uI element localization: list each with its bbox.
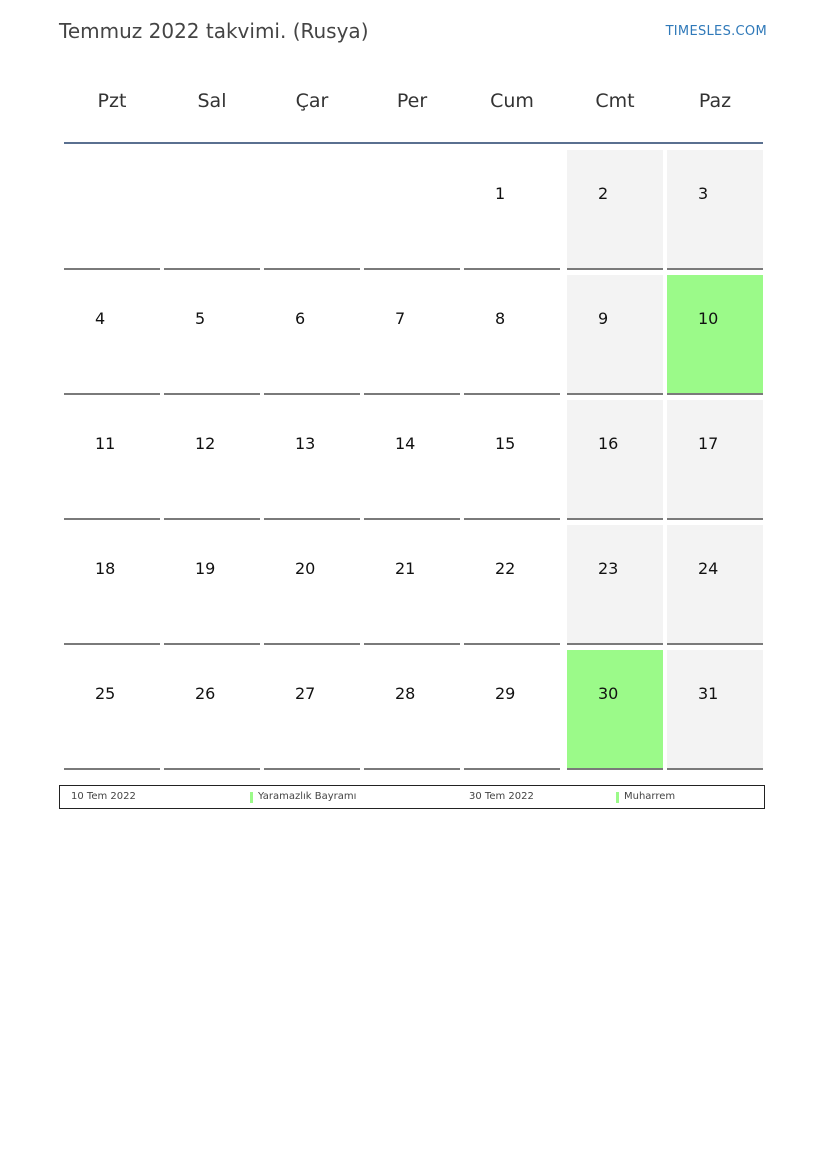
- day-number: 10: [698, 309, 719, 328]
- day-number: 15: [495, 434, 516, 453]
- site-link[interactable]: TIMESLES.COM: [665, 24, 767, 39]
- day-cell: [667, 275, 763, 395]
- day-cell: [164, 525, 260, 645]
- day-number: 11: [95, 434, 116, 453]
- day-cell: [464, 150, 560, 270]
- day-cell: [364, 650, 460, 770]
- day-cell: [464, 400, 560, 520]
- day-number: 30: [598, 684, 619, 703]
- day-cell: [667, 150, 763, 270]
- day-number: 31: [698, 684, 719, 703]
- day-cell: [264, 525, 360, 645]
- day-cell: [364, 400, 460, 520]
- day-number: 14: [395, 434, 416, 453]
- legend-date-2: 30 Tem 2022: [469, 791, 534, 802]
- weekday-fri: Cum: [490, 90, 534, 112]
- empty-day-cell: [264, 150, 360, 270]
- day-number: 20: [295, 559, 316, 578]
- day-cell: [164, 400, 260, 520]
- day-number: 17: [698, 434, 719, 453]
- legend-marker-1: [250, 792, 253, 803]
- day-number: 25: [95, 684, 116, 703]
- weekday-sat: Cmt: [595, 90, 635, 112]
- day-number: 29: [495, 684, 516, 703]
- day-number: 22: [495, 559, 516, 578]
- day-cell: [567, 400, 663, 520]
- day-number: 5: [195, 309, 206, 328]
- day-cell: [264, 275, 360, 395]
- day-number: 1: [495, 184, 506, 203]
- day-number: 7: [395, 309, 406, 328]
- day-number: 27: [295, 684, 316, 703]
- empty-day-cell: [64, 150, 160, 270]
- day-number: 12: [195, 434, 216, 453]
- day-number: 4: [95, 309, 106, 328]
- day-cell: [364, 275, 460, 395]
- day-number: 24: [698, 559, 719, 578]
- day-cell: [667, 400, 763, 520]
- day-cell: [464, 525, 560, 645]
- weekday-thu: Per: [396, 90, 428, 112]
- legend-holiday-2: Muharrem: [624, 791, 676, 802]
- weekday-tue: Sal: [197, 90, 227, 112]
- page-title: Temmuz 2022 takvimi. (Rusya): [59, 19, 369, 43]
- day-cell: [164, 650, 260, 770]
- day-cell: [567, 650, 663, 770]
- weekday-header: [63, 90, 764, 118]
- day-cell: [64, 650, 160, 770]
- day-number: 18: [95, 559, 116, 578]
- day-cell: [464, 650, 560, 770]
- empty-day-cell: [364, 150, 460, 270]
- day-number: 3: [698, 184, 709, 203]
- day-cell: [464, 275, 560, 395]
- day-number: 26: [195, 684, 216, 703]
- day-cell: [64, 525, 160, 645]
- day-number: 2: [598, 184, 609, 203]
- day-number: 13: [295, 434, 316, 453]
- day-cell: [164, 275, 260, 395]
- day-cell: [264, 400, 360, 520]
- day-number: 21: [395, 559, 416, 578]
- weekday-sun: Paz: [698, 90, 732, 112]
- day-cell: [64, 275, 160, 395]
- empty-day-cell: [164, 150, 260, 270]
- day-cell: [567, 525, 663, 645]
- day-number: 19: [195, 559, 216, 578]
- holiday-legend: [59, 785, 765, 809]
- legend-marker-2: [616, 792, 619, 803]
- header-rule: [64, 142, 763, 144]
- day-number: 9: [598, 309, 609, 328]
- day-cell: [667, 650, 763, 770]
- day-cell: [364, 525, 460, 645]
- legend-date-1: 10 Tem 2022: [71, 791, 136, 802]
- day-cell: [667, 525, 763, 645]
- day-cell: [64, 400, 160, 520]
- legend-holiday-1: Yaramazlık Bayramı: [258, 791, 357, 802]
- day-cell: [567, 150, 663, 270]
- day-cell: [567, 275, 663, 395]
- day-number: 28: [395, 684, 416, 703]
- day-number: 16: [598, 434, 619, 453]
- day-number: 23: [598, 559, 619, 578]
- day-number: 6: [295, 309, 306, 328]
- day-cell: [264, 650, 360, 770]
- weekday-wed: Çar: [295, 90, 329, 112]
- day-number: 8: [495, 309, 506, 328]
- weekday-mon: Pzt: [97, 90, 127, 112]
